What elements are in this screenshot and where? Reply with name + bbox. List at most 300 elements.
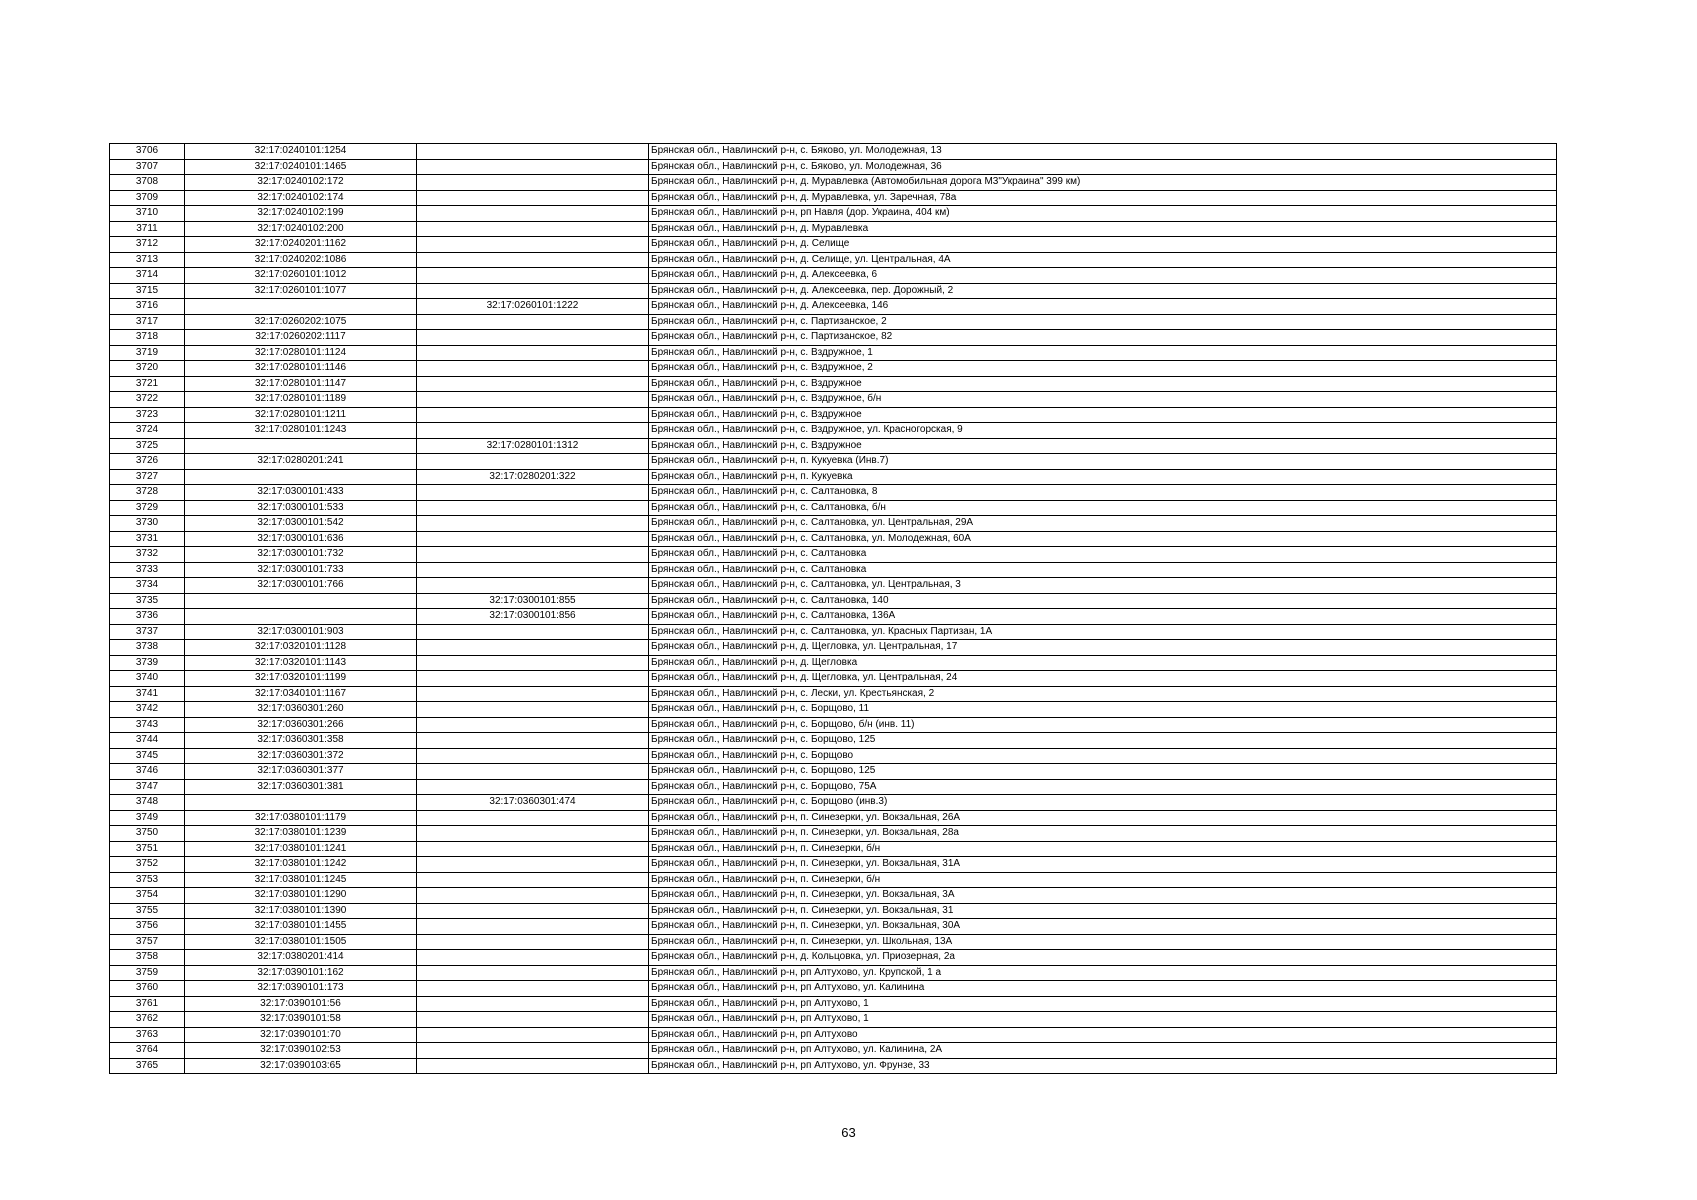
address-cell: Брянская обл., Навлинский р-н, с. Борщово, 125 [649, 733, 1557, 749]
row-number-cell: 3731 [110, 531, 185, 547]
alt-cadastral-number-cell [417, 624, 649, 640]
row-number-cell: 3727 [110, 469, 185, 485]
alt-cadastral-number-cell: 32:17:0280201:322 [417, 469, 649, 485]
address-cell: Брянская обл., Навлинский р-н, рп Алтухово, ул. Калинина, 2А [649, 1043, 1557, 1059]
alt-cadastral-number-cell [417, 423, 649, 439]
table-row [110, 888, 1557, 904]
cadastral-number-cell: 32:17:0300101:533 [185, 500, 417, 516]
alt-cadastral-number-cell [417, 144, 649, 160]
table-row [110, 237, 1557, 253]
cadastral-number-cell: 32:17:0280201:241 [185, 454, 417, 470]
cadastral-number-cell: 32:17:0390102:53 [185, 1043, 417, 1059]
row-number-cell: 3739 [110, 655, 185, 671]
address-cell: Брянская обл., Навлинский р-н, д. Алексеевка, пер. Дорожный, 2 [649, 283, 1557, 299]
row-number-cell: 3750 [110, 826, 185, 842]
alt-cadastral-number-cell [417, 206, 649, 222]
table-row [110, 190, 1557, 206]
alt-cadastral-number-cell [417, 1027, 649, 1043]
table-row [110, 252, 1557, 268]
address-cell: Брянская обл., Навлинский р-н, с. Бяково, ул. Молодежная, 13 [649, 144, 1557, 160]
row-number-cell: 3719 [110, 345, 185, 361]
cadastral-number-cell: 32:17:0240101:1254 [185, 144, 417, 160]
alt-cadastral-number-cell [417, 392, 649, 408]
cadastral-number-cell: 32:17:0380101:1241 [185, 841, 417, 857]
address-cell: Брянская обл., Навлинский р-н, п. Синезерки, ул. Вокзальная, 30А [649, 919, 1557, 935]
row-number-cell: 3710 [110, 206, 185, 222]
table-row [110, 221, 1557, 237]
row-number-cell: 3728 [110, 485, 185, 501]
row-number-cell: 3764 [110, 1043, 185, 1059]
row-number-cell: 3735 [110, 593, 185, 609]
table-body [110, 144, 1557, 1074]
alt-cadastral-number-cell [417, 268, 649, 284]
alt-cadastral-number-cell [417, 454, 649, 470]
table-row [110, 1043, 1557, 1059]
table-row [110, 330, 1557, 346]
alt-cadastral-number-cell [417, 888, 649, 904]
cadastral-number-cell: 32:17:0390101:162 [185, 965, 417, 981]
cadastral-number-cell: 32:17:0300101:732 [185, 547, 417, 563]
table-row [110, 717, 1557, 733]
alt-cadastral-number-cell [417, 1043, 649, 1059]
table-row [110, 841, 1557, 857]
table-row [110, 407, 1557, 423]
row-number-cell: 3738 [110, 640, 185, 656]
row-number-cell: 3711 [110, 221, 185, 237]
row-number-cell: 3724 [110, 423, 185, 439]
row-number-cell: 3751 [110, 841, 185, 857]
address-cell: Брянская обл., Навлинский р-н, с. Борщово, 75А [649, 779, 1557, 795]
row-number-cell: 3759 [110, 965, 185, 981]
row-number-cell: 3745 [110, 748, 185, 764]
alt-cadastral-number-cell [417, 237, 649, 253]
row-number-cell: 3747 [110, 779, 185, 795]
row-number-cell: 3718 [110, 330, 185, 346]
alt-cadastral-number-cell [417, 407, 649, 423]
address-cell: Брянская обл., Навлинский р-н, с. Салтановка, ул. Молодежная, 60А [649, 531, 1557, 547]
row-number-cell: 3742 [110, 702, 185, 718]
table-row [110, 531, 1557, 547]
table-row [110, 454, 1557, 470]
table-row [110, 345, 1557, 361]
address-cell: Брянская обл., Навлинский р-н, д. Муравлевка, ул. Заречная, 78а [649, 190, 1557, 206]
address-cell: Брянская обл., Навлинский р-н, с. Салтановка, ул. Центральная, 3 [649, 578, 1557, 594]
table-row [110, 1012, 1557, 1028]
row-number-cell: 3708 [110, 175, 185, 191]
alt-cadastral-number-cell [417, 221, 649, 237]
alt-cadastral-number-cell [417, 562, 649, 578]
row-number-cell: 3746 [110, 764, 185, 780]
address-cell: Брянская обл., Навлинский р-н, с. Вздружное [649, 407, 1557, 423]
table-row [110, 934, 1557, 950]
table-row [110, 299, 1557, 315]
address-cell: Брянская обл., Навлинский р-н, с. Салтановка [649, 547, 1557, 563]
alt-cadastral-number-cell [417, 717, 649, 733]
row-number-cell: 3713 [110, 252, 185, 268]
address-cell: Брянская обл., Навлинский р-н, д. Алексеевка, 6 [649, 268, 1557, 284]
address-cell: Брянская обл., Навлинский р-н, с. Салтановка, ул. Красных Партизан, 1А [649, 624, 1557, 640]
address-cell: Брянская обл., Навлинский р-н, с. Салтановка, ул. Центральная, 29А [649, 516, 1557, 532]
cadastral-number-cell: 32:17:0390101:173 [185, 981, 417, 997]
table-row [110, 392, 1557, 408]
table-row [110, 361, 1557, 377]
address-cell: Брянская обл., Навлинский р-н, с. Салтановка, 8 [649, 485, 1557, 501]
cadastral-number-cell: 32:17:0240201:1162 [185, 237, 417, 253]
address-cell: Брянская обл., Навлинский р-н, д. Кольцовка, ул. Приозерная, 2а [649, 950, 1557, 966]
cadastral-number-cell: 32:17:0300101:766 [185, 578, 417, 594]
alt-cadastral-number-cell [417, 485, 649, 501]
table-row [110, 702, 1557, 718]
cadastral-number-cell: 32:17:0360301:260 [185, 702, 417, 718]
cadastral-number-cell: 32:17:0390103:65 [185, 1058, 417, 1074]
alt-cadastral-number-cell [417, 314, 649, 330]
address-cell: Брянская обл., Навлинский р-н, с. Вздружное, ул. Красногорская, 9 [649, 423, 1557, 439]
alt-cadastral-number-cell [417, 1058, 649, 1074]
table-row [110, 562, 1557, 578]
address-cell: Брянская обл., Навлинский р-н, п. Синезерки, ул. Школьная, 13А [649, 934, 1557, 950]
table-row [110, 485, 1557, 501]
alt-cadastral-number-cell [417, 981, 649, 997]
alt-cadastral-number-cell [417, 500, 649, 516]
alt-cadastral-number-cell [417, 376, 649, 392]
alt-cadastral-number-cell [417, 841, 649, 857]
address-cell: Брянская обл., Навлинский р-н, с. Салтановка, 136А [649, 609, 1557, 625]
cadastral-number-cell: 32:17:0240102:174 [185, 190, 417, 206]
table-row [110, 810, 1557, 826]
alt-cadastral-number-cell [417, 919, 649, 935]
table-row [110, 1027, 1557, 1043]
cadastral-number-cell: 32:17:0280101:1146 [185, 361, 417, 377]
row-number-cell: 3730 [110, 516, 185, 532]
alt-cadastral-number-cell: 32:17:0280101:1312 [417, 438, 649, 454]
cadastral-number-cell: 32:17:0340101:1167 [185, 686, 417, 702]
cadastral-number-cell: 32:17:0300101:733 [185, 562, 417, 578]
alt-cadastral-number-cell [417, 748, 649, 764]
row-number-cell: 3753 [110, 872, 185, 888]
row-number-cell: 3729 [110, 500, 185, 516]
address-cell: Брянская обл., Навлинский р-н, с. Вздружное [649, 376, 1557, 392]
table-row [110, 655, 1557, 671]
row-number-cell: 3760 [110, 981, 185, 997]
table-row [110, 919, 1557, 935]
cadastral-number-cell: 32:17:0240202:1086 [185, 252, 417, 268]
alt-cadastral-number-cell [417, 965, 649, 981]
row-number-cell: 3741 [110, 686, 185, 702]
alt-cadastral-number-cell [417, 190, 649, 206]
address-cell: Брянская обл., Навлинский р-н, с. Салтановка [649, 562, 1557, 578]
cadastral-number-cell: 32:17:0260101:1077 [185, 283, 417, 299]
address-cell: Брянская обл., Навлинский р-н, д. Щегловка [649, 655, 1557, 671]
alt-cadastral-number-cell: 32:17:0300101:855 [417, 593, 649, 609]
row-number-cell: 3757 [110, 934, 185, 950]
cadastral-number-cell [185, 609, 417, 625]
row-number-cell: 3754 [110, 888, 185, 904]
row-number-cell: 3748 [110, 795, 185, 811]
row-number-cell: 3714 [110, 268, 185, 284]
cadastral-number-cell [185, 299, 417, 315]
address-cell: Брянская обл., Навлинский р-н, с. Вздружное, 2 [649, 361, 1557, 377]
cadastral-number-cell [185, 469, 417, 485]
address-cell: Брянская обл., Навлинский р-н, п. Синезерки, б/н [649, 841, 1557, 857]
cadastral-number-cell: 32:17:0380101:1239 [185, 826, 417, 842]
cadastral-number-cell: 32:17:0390101:70 [185, 1027, 417, 1043]
address-cell: Брянская обл., Навлинский р-н, рп Алтухово, ул. Калинина [649, 981, 1557, 997]
row-number-cell: 3712 [110, 237, 185, 253]
cadastral-number-cell [185, 593, 417, 609]
row-number-cell: 3732 [110, 547, 185, 563]
cadastral-number-cell: 32:17:0280101:1189 [185, 392, 417, 408]
alt-cadastral-number-cell [417, 655, 649, 671]
row-number-cell: 3717 [110, 314, 185, 330]
table-row [110, 547, 1557, 563]
cadastral-number-cell: 32:17:0360301:266 [185, 717, 417, 733]
address-cell: Брянская обл., Навлинский р-н, с. Партизанское, 2 [649, 314, 1557, 330]
table-row [110, 1058, 1557, 1074]
table-row [110, 376, 1557, 392]
cadastral-number-cell: 32:17:0360301:377 [185, 764, 417, 780]
address-cell: Брянская обл., Навлинский р-н, рп Алтухово, ул. Фрунзе, 33 [649, 1058, 1557, 1074]
address-cell: Брянская обл., Навлинский р-н, с. Лески, ул. Крестьянская, 2 [649, 686, 1557, 702]
table-row [110, 779, 1557, 795]
cadastral-number-cell: 32:17:0280101:1243 [185, 423, 417, 439]
table-row [110, 438, 1557, 454]
alt-cadastral-number-cell [417, 702, 649, 718]
row-number-cell: 3722 [110, 392, 185, 408]
address-cell: Брянская обл., Навлинский р-н, п. Кукуевка (Инв.7) [649, 454, 1557, 470]
cadastral-number-cell: 32:17:0320101:1128 [185, 640, 417, 656]
alt-cadastral-number-cell [417, 578, 649, 594]
address-cell: Брянская обл., Навлинский р-н, с. Борщово (инв.3) [649, 795, 1557, 811]
table-row [110, 748, 1557, 764]
address-cell: Брянская обл., Навлинский р-н, с. Вздружное, б/н [649, 392, 1557, 408]
table-row [110, 733, 1557, 749]
table-row [110, 268, 1557, 284]
cadastral-number-cell: 32:17:0320101:1199 [185, 671, 417, 687]
alt-cadastral-number-cell [417, 547, 649, 563]
address-cell: Брянская обл., Навлинский р-н, п. Синезерки, ул. Вокзальная, 31 [649, 903, 1557, 919]
row-number-cell: 3725 [110, 438, 185, 454]
cadastral-number-cell [185, 438, 417, 454]
row-number-cell: 3720 [110, 361, 185, 377]
alt-cadastral-number-cell [417, 733, 649, 749]
address-cell: Брянская обл., Навлинский р-н, рп Навля (дор. Украина, 404 км) [649, 206, 1557, 222]
cadastral-number-cell: 32:17:0300101:903 [185, 624, 417, 640]
address-cell: Брянская обл., Навлинский р-н, с. Салтановка, б/н [649, 500, 1557, 516]
table-row [110, 795, 1557, 811]
table-row [110, 500, 1557, 516]
cadastral-number-cell: 32:17:0380101:1505 [185, 934, 417, 950]
cadastral-number-cell: 32:17:0260202:1117 [185, 330, 417, 346]
cadastral-number-cell: 32:17:0260202:1075 [185, 314, 417, 330]
row-number-cell: 3765 [110, 1058, 185, 1074]
property-table [109, 143, 1557, 1074]
row-number-cell: 3756 [110, 919, 185, 935]
row-number-cell: 3716 [110, 299, 185, 315]
alt-cadastral-number-cell [417, 516, 649, 532]
table-row [110, 469, 1557, 485]
cadastral-number-cell: 32:17:0380101:1290 [185, 888, 417, 904]
table-row [110, 996, 1557, 1012]
address-cell: Брянская обл., Навлинский р-н, рп Алтухово, 1 [649, 996, 1557, 1012]
address-cell: Брянская обл., Навлинский р-н, д. Щегловка, ул. Центральная, 24 [649, 671, 1557, 687]
alt-cadastral-number-cell [417, 1012, 649, 1028]
alt-cadastral-number-cell [417, 252, 649, 268]
table-row [110, 609, 1557, 625]
alt-cadastral-number-cell [417, 159, 649, 175]
row-number-cell: 3736 [110, 609, 185, 625]
row-number-cell: 3752 [110, 857, 185, 873]
address-cell: Брянская обл., Навлинский р-н, д. Алексеевка, 146 [649, 299, 1557, 315]
alt-cadastral-number-cell: 32:17:0300101:856 [417, 609, 649, 625]
address-cell: Брянская обл., Навлинский р-н, рп Алтухово, 1 [649, 1012, 1557, 1028]
row-number-cell: 3761 [110, 996, 185, 1012]
alt-cadastral-number-cell [417, 996, 649, 1012]
row-number-cell: 3734 [110, 578, 185, 594]
table-row [110, 593, 1557, 609]
alt-cadastral-number-cell [417, 764, 649, 780]
cadastral-number-cell: 32:17:0240102:200 [185, 221, 417, 237]
cadastral-number-cell: 32:17:0380101:1179 [185, 810, 417, 826]
address-cell: Брянская обл., Навлинский р-н, п. Синезерки, ул. Вокзальная, 3А [649, 888, 1557, 904]
table-row [110, 516, 1557, 532]
row-number-cell: 3762 [110, 1012, 185, 1028]
cadastral-number-cell: 32:17:0380101:1242 [185, 857, 417, 873]
alt-cadastral-number-cell [417, 903, 649, 919]
alt-cadastral-number-cell [417, 826, 649, 842]
address-cell: Брянская обл., Навлинский р-н, с. Вздружное, 1 [649, 345, 1557, 361]
table-row [110, 826, 1557, 842]
cadastral-number-cell: 32:17:0280101:1211 [185, 407, 417, 423]
alt-cadastral-number-cell [417, 779, 649, 795]
cadastral-number-cell: 32:17:0380101:1245 [185, 872, 417, 888]
address-cell: Брянская обл., Навлинский р-н, п. Кукуевка [649, 469, 1557, 485]
row-number-cell: 3709 [110, 190, 185, 206]
cadastral-number-cell: 32:17:0390101:56 [185, 996, 417, 1012]
cadastral-number-cell: 32:17:0380101:1455 [185, 919, 417, 935]
alt-cadastral-number-cell [417, 671, 649, 687]
address-cell: Брянская обл., Навлинский р-н, с. Партизанское, 82 [649, 330, 1557, 346]
alt-cadastral-number-cell [417, 175, 649, 191]
row-number-cell: 3743 [110, 717, 185, 733]
alt-cadastral-number-cell: 32:17:0360301:474 [417, 795, 649, 811]
alt-cadastral-number-cell [417, 686, 649, 702]
row-number-cell: 3749 [110, 810, 185, 826]
row-number-cell: 3706 [110, 144, 185, 160]
cadastral-number-cell: 32:17:0260101:1012 [185, 268, 417, 284]
table-row [110, 159, 1557, 175]
row-number-cell: 3755 [110, 903, 185, 919]
cadastral-number-cell: 32:17:0280101:1124 [185, 345, 417, 361]
table-row [110, 175, 1557, 191]
table-row [110, 314, 1557, 330]
address-cell: Брянская обл., Навлинский р-н, п. Синезерки, ул. Вокзальная, 28а [649, 826, 1557, 842]
table-row [110, 965, 1557, 981]
page-number: 63 [841, 1125, 856, 1140]
alt-cadastral-number-cell [417, 330, 649, 346]
row-number-cell: 3740 [110, 671, 185, 687]
table-row [110, 686, 1557, 702]
alt-cadastral-number-cell [417, 810, 649, 826]
cadastral-number-cell: 32:17:0240102:199 [185, 206, 417, 222]
address-cell: Брянская обл., Навлинский р-н, с. Вздружное [649, 438, 1557, 454]
table-row [110, 981, 1557, 997]
table-row [110, 857, 1557, 873]
alt-cadastral-number-cell [417, 640, 649, 656]
table-row [110, 764, 1557, 780]
address-cell: Брянская обл., Навлинский р-н, рп Алтухово, ул. Крупской, 1 а [649, 965, 1557, 981]
alt-cadastral-number-cell: 32:17:0260101:1222 [417, 299, 649, 315]
row-number-cell: 3733 [110, 562, 185, 578]
cadastral-number-cell: 32:17:0300101:636 [185, 531, 417, 547]
row-number-cell: 3737 [110, 624, 185, 640]
cadastral-number-cell: 32:17:0300101:433 [185, 485, 417, 501]
cadastral-number-cell: 32:17:0320101:1143 [185, 655, 417, 671]
alt-cadastral-number-cell [417, 872, 649, 888]
address-cell: Брянская обл., Навлинский р-н, с. Борщово, 125 [649, 764, 1557, 780]
table-row [110, 624, 1557, 640]
address-cell: Брянская обл., Навлинский р-н, с. Борщово, б/н (инв. 11) [649, 717, 1557, 733]
address-cell: Брянская обл., Навлинский р-н, д. Муравлевка (Автомобильная дорога М3"Украина" 399 км) [649, 175, 1557, 191]
cadastral-number-cell: 32:17:0280101:1147 [185, 376, 417, 392]
alt-cadastral-number-cell [417, 531, 649, 547]
table-row [110, 903, 1557, 919]
table-row [110, 423, 1557, 439]
address-cell: Брянская обл., Навлинский р-н, п. Синезерки, ул. Вокзальная, 26А [649, 810, 1557, 826]
cadastral-number-cell [185, 795, 417, 811]
alt-cadastral-number-cell [417, 857, 649, 873]
table-row [110, 872, 1557, 888]
address-cell: Брянская обл., Навлинский р-н, п. Синезерки, б/н [649, 872, 1557, 888]
address-cell: Брянская обл., Навлинский р-н, с. Салтановка, 140 [649, 593, 1557, 609]
address-cell: Брянская обл., Навлинский р-н, п. Синезерки, ул. Вокзальная, 31А [649, 857, 1557, 873]
cadastral-number-cell: 32:17:0240101:1465 [185, 159, 417, 175]
row-number-cell: 3723 [110, 407, 185, 423]
alt-cadastral-number-cell [417, 361, 649, 377]
address-cell: Брянская обл., Навлинский р-н, рп Алтухово [649, 1027, 1557, 1043]
table-row [110, 640, 1557, 656]
alt-cadastral-number-cell [417, 934, 649, 950]
row-number-cell: 3744 [110, 733, 185, 749]
address-cell: Брянская обл., Навлинский р-н, с. Борщово, 11 [649, 702, 1557, 718]
row-number-cell: 3715 [110, 283, 185, 299]
cadastral-number-cell: 32:17:0300101:542 [185, 516, 417, 532]
table-row [110, 206, 1557, 222]
alt-cadastral-number-cell [417, 283, 649, 299]
cadastral-number-cell: 32:17:0380201:414 [185, 950, 417, 966]
cadastral-number-cell: 32:17:0380101:1390 [185, 903, 417, 919]
cadastral-number-cell: 32:17:0360301:358 [185, 733, 417, 749]
address-cell: Брянская обл., Навлинский р-н, с. Бяково, ул. Молодежная, 36 [649, 159, 1557, 175]
cadastral-number-cell: 32:17:0240102:172 [185, 175, 417, 191]
table-row [110, 671, 1557, 687]
alt-cadastral-number-cell [417, 345, 649, 361]
row-number-cell: 3758 [110, 950, 185, 966]
table-row [110, 950, 1557, 966]
row-number-cell: 3763 [110, 1027, 185, 1043]
address-cell: Брянская обл., Навлинский р-н, д. Муравлевка [649, 221, 1557, 237]
address-cell: Брянская обл., Навлинский р-н, д. Селище, ул. Центральная, 4А [649, 252, 1557, 268]
address-cell: Брянская обл., Навлинский р-н, с. Борщово [649, 748, 1557, 764]
address-cell: Брянская обл., Навлинский р-н, д. Селище [649, 237, 1557, 253]
row-number-cell: 3726 [110, 454, 185, 470]
cadastral-number-cell: 32:17:0360301:372 [185, 748, 417, 764]
cadastral-number-cell: 32:17:0360301:381 [185, 779, 417, 795]
table-row [110, 144, 1557, 160]
row-number-cell: 3721 [110, 376, 185, 392]
row-number-cell: 3707 [110, 159, 185, 175]
table-row [110, 283, 1557, 299]
cadastral-number-cell: 32:17:0390101:58 [185, 1012, 417, 1028]
